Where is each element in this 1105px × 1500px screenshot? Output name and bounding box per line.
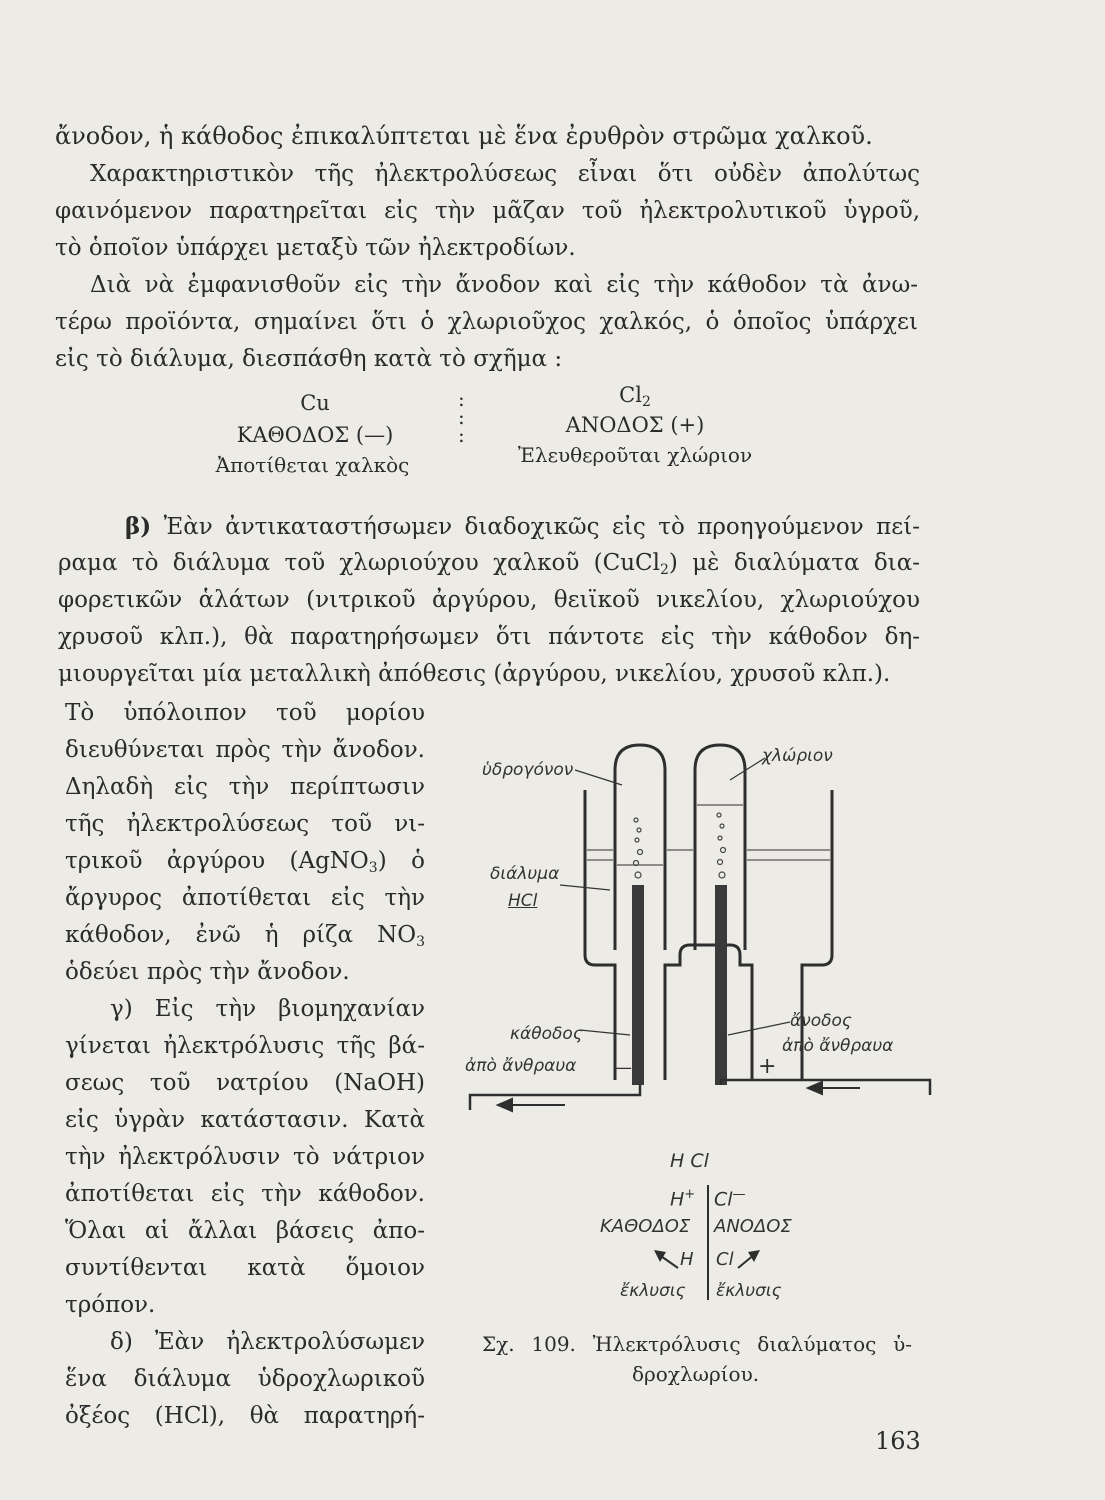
- release-right: ἔκλυσις: [716, 1281, 782, 1301]
- column-line-17: τρόπον.: [65, 1292, 156, 1318]
- text-line-5: Διὰ νὰ ἐμφανισθοῦν εἰς τὴν ἄνοδον καὶ εἰς τὴν κάθοδον τὰ ἀνω-: [90, 272, 918, 298]
- beta-label: β): [125, 513, 152, 540]
- figure-caption-line-1: Σχ. 109. Ἠλεκτρόλυσις διαλύματος ὑ-: [482, 1332, 912, 1356]
- minus-sign: —: [615, 1058, 632, 1078]
- column-line-2: διευθύνεται πρὸς τὴν ἄνοδον.: [65, 737, 425, 763]
- column-line-15: Ὅλαι αἱ ἄλλαι βάσεις ἀπο-: [65, 1218, 425, 1244]
- scheme-right-result: Ἐλευθεροῦται χλώριον: [517, 443, 753, 467]
- scheme-left-electrode: ΚΑΘΟΔΟΣ (—): [236, 423, 394, 447]
- ion-cathode-label: ΚΑΘΟΔΟΣ: [600, 1216, 691, 1237]
- page-number: 163: [875, 1427, 921, 1455]
- label-solution: διάλυμα: [490, 864, 560, 884]
- label-anode: ἄνοδος: [790, 1011, 852, 1031]
- label-cathode-from: ἀπὸ ἄνθραυα: [465, 1056, 577, 1076]
- column-line-5: τρικοῦ ἀργύρου (AgNO$_3$) ὁ: [65, 848, 425, 876]
- beta-line-5: μιουργεῖται μία μεταλλικὴ ἀπόθεσις (ἀργύρου, νικελίου, χρυσοῦ κλπ.).: [58, 661, 891, 687]
- column-line-12: εἰς ὑγρὰν κατάστασιν. Κατὰ: [65, 1107, 425, 1133]
- column-line-20: ὀξέος (HCl), θὰ παρατηρή-: [65, 1403, 425, 1429]
- column-line-6: ἄργυρος ἀποτίθεται εἰς τὴν: [65, 885, 425, 911]
- label-hcl: HCl: [508, 891, 538, 911]
- label-hydrogen: ὑδρογόνον: [482, 760, 574, 780]
- ion-h-atom: H: [680, 1249, 694, 1270]
- label-anode-from: ἀπὸ ἄνθραυα: [782, 1036, 894, 1056]
- ion-cl-atom: Cl: [716, 1249, 734, 1270]
- column-line-3: Δηλαδὴ εἰς τὴν περίπτωσιν: [65, 774, 425, 800]
- cathode-rod: [632, 885, 644, 1085]
- column-line-13: τὴν ἠλεκτρόλυσιν τὸ νάτριον: [65, 1144, 425, 1170]
- text-line-3: φαινόμενον παρατηρεῖται εἰς τὴν μᾶζαν τοῦ ἠλεκτρολυτικοῦ ὑγροῦ,: [55, 198, 920, 224]
- column-line-16: συντίθενται κατὰ ὅμοιον: [65, 1255, 425, 1281]
- text-line-7: εἰς τὸ διάλυμα, διεσπάσθη κατὰ τὸ σχῆμα :: [55, 346, 563, 372]
- column-line-1: Τὸ ὑπόλοιπον τοῦ μορίου: [65, 700, 425, 726]
- scheme-right-electrode: ΑΝΟΔΟΣ (+): [565, 413, 705, 437]
- column-line-9: γ) Εἰς τὴν βιομηχανίαν: [110, 996, 425, 1022]
- text-line-2: Χαρακτηριστικὸν τῆς ἠλεκτρολύσεως εἶναι ὅτι οὐδὲν ἀπολύτως: [90, 161, 920, 187]
- beta-line-4: χρυσοῦ κλπ.), θὰ παρατηρήσωμεν ὅτι πάντοτε εἰς τὴν κάθοδον δη-: [58, 624, 920, 650]
- ion-formula: H Cl: [670, 1150, 709, 1172]
- label-chlorine: χλώριον: [762, 746, 833, 766]
- scheme-left-result: Ἀποτίθεται χαλκὸς: [215, 453, 410, 477]
- scheme-right-formula: $Cl_2$: [619, 383, 651, 410]
- scheme-left-formula: Cu: [300, 391, 330, 415]
- column-line-10: γίνεται ἠλεκτρόλυσις τῆς βά-: [65, 1033, 425, 1059]
- column-line-19: ἕνα διάλυμα ὑδροχλωρικοῦ: [65, 1366, 425, 1392]
- column-line-11: σεως τοῦ νατρίου (NaOH): [65, 1070, 425, 1096]
- column-line-7: κάθοδον, ἐνῶ ἡ ρίζα $NO_3$: [65, 922, 425, 950]
- text-line-6: τέρω προϊόντα, σημαίνει ὅτι ὁ χλωριοῦχος χαλκός, ὁ ὁποῖος ὑπάρχει: [55, 309, 918, 335]
- beta-line-3: φορετικῶν ἁλάτων (νιτρικοῦ ἀργύρου, θειϊκοῦ νικελίου, χλωριούχου: [58, 587, 920, 613]
- right-arrow-head: [808, 1082, 822, 1094]
- column-line-4: τῆς ἠλεκτρολύσεως τοῦ νι-: [65, 811, 425, 837]
- figure-caption-line-2: δροχλωρίου.: [632, 1362, 760, 1386]
- beta-line-1: β) Ἐὰν ἀντικαταστήσωμεν διαδοχικῶς εἰς τὸ προηγούμενον πεί-: [125, 513, 921, 540]
- scheme-separator: : : :: [458, 387, 465, 447]
- label-cathode: κάθοδος: [510, 1024, 583, 1044]
- text-line-1: ἄνοδον, ἡ κάθοδος ἐπικαλύπτεται μὲ ἕνα ἐρυθρὸν στρῶμα χαλκοῦ.: [55, 122, 873, 150]
- beta-line-2: ραμα τὸ διάλυμα τοῦ χλωριούχου χαλκοῦ (CuCl$_2$) μὲ διαλύματα δια-: [58, 550, 920, 578]
- text-line-4: τὸ ὁποῖον ὑπάρχει μεταξὺ τῶν ἠλεκτροδίων.: [55, 235, 576, 261]
- ion-hydrogen: H+: [670, 1187, 696, 1211]
- column-line-18: δ) Ἐὰν ἠλεκτρολύσωμεν: [110, 1329, 425, 1355]
- column-line-8: ὁδεύει πρὸς τὴν ἄνοδον.: [65, 959, 350, 985]
- plus-sign: +: [758, 1054, 777, 1079]
- left-arrow-head: [498, 1099, 512, 1111]
- anode-rod: [715, 885, 727, 1085]
- release-left: ἔκλυσις: [620, 1281, 686, 1301]
- column-line-14: ἀποτίθεται εἰς τὴν κάθοδον.: [65, 1181, 425, 1207]
- ion-anode-label: ΑΝΟΔΟΣ: [714, 1216, 792, 1237]
- ion-chloride: Cl—: [714, 1187, 746, 1211]
